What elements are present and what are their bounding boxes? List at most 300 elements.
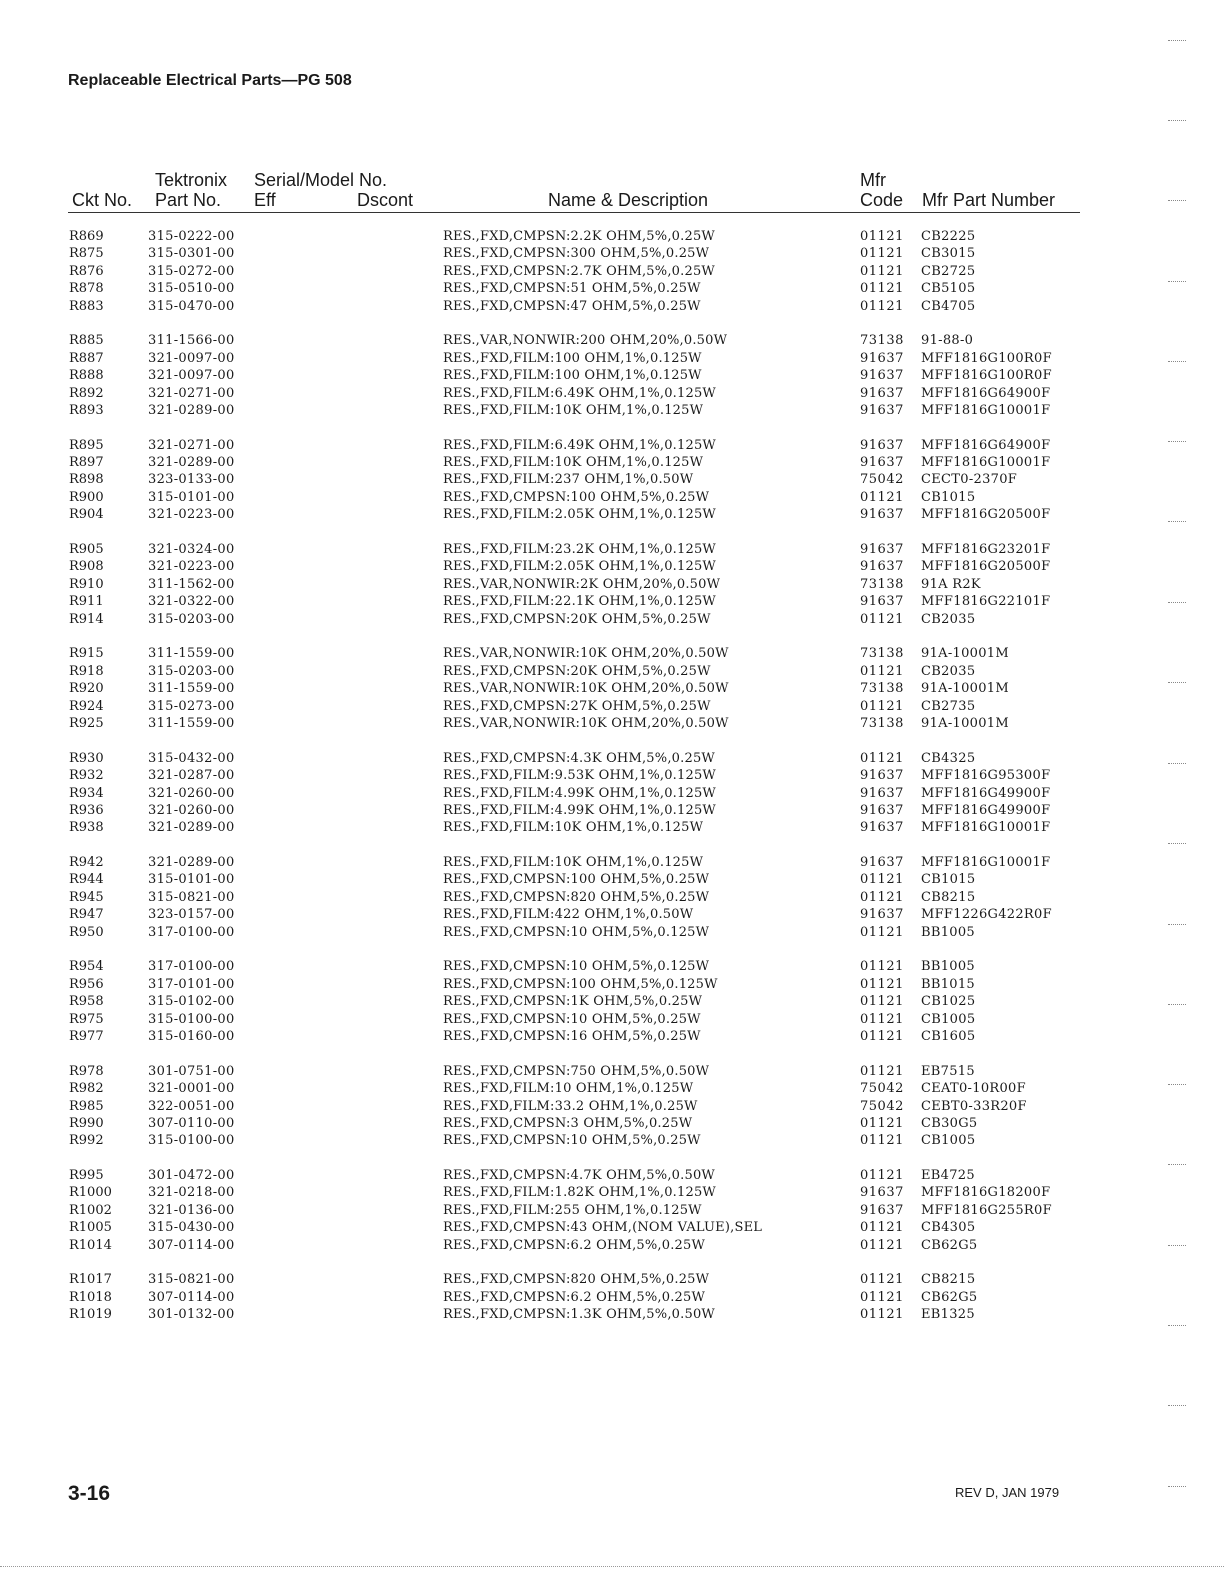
tektronix-part-number: 307-0114-00	[148, 1237, 235, 1253]
mfr-code: 73138	[860, 646, 904, 662]
ckt-number: R898	[69, 472, 104, 488]
mfr-code: 01121	[860, 281, 904, 297]
row-group	[0, 645, 1224, 732]
mfr-code: 01121	[860, 1220, 904, 1236]
mfr-part-number: CB1015	[921, 872, 976, 888]
mfr-code: 01121	[860, 1115, 904, 1131]
part-description: RES.,FXD,FILM:6.49K OHM,1%,0.125W	[443, 437, 716, 453]
ckt-number: R883	[69, 298, 104, 314]
tektronix-part-number: 323-0157-00	[148, 907, 235, 923]
tektronix-part-number: 315-0203-00	[148, 663, 235, 679]
ckt-number: R924	[69, 698, 104, 714]
table-row	[0, 1098, 1224, 1115]
part-description: RES.,VAR,NONWIR:10K OHM,20%,0.50W	[443, 646, 729, 662]
mfr-code: 91637	[860, 402, 904, 418]
margin-mark	[1168, 1245, 1186, 1246]
ckt-number: R895	[69, 437, 104, 453]
tektronix-part-number: 315-0510-00	[148, 281, 235, 297]
mfr-part-number: CB5105	[921, 281, 976, 297]
mfr-part-number: CB1605	[921, 1028, 976, 1044]
mfr-code: 01121	[860, 1168, 904, 1184]
table-row	[0, 332, 1224, 349]
part-description: RES.,FXD,FILM:4.99K OHM,1%,0.125W	[443, 802, 716, 818]
mfr-part-number: 91A R2K	[921, 576, 981, 592]
margin-mark	[1168, 521, 1186, 522]
mfr-code: 01121	[860, 263, 904, 279]
mfr-part-number: CEAT0-10R00F	[921, 1081, 1026, 1097]
margin-mark	[1168, 281, 1186, 282]
part-description: RES.,FXD,FILM:10K OHM,1%,0.125W	[443, 820, 704, 836]
part-description: RES.,FXD,FILM:2.05K OHM,1%,0.125W	[443, 507, 716, 523]
tektronix-part-number: 301-0132-00	[148, 1307, 235, 1323]
table-row	[0, 1289, 1224, 1306]
tektronix-part-number: 315-0301-00	[148, 246, 235, 262]
ckt-number: R942	[69, 855, 104, 871]
row-group	[0, 854, 1224, 941]
mfr-code: 01121	[860, 976, 904, 992]
part-description: RES.,FXD,CMPSN:6.2 OHM,5%,0.25W	[443, 1289, 706, 1305]
part-description: RES.,FXD,FILM:10K OHM,1%,0.125W	[443, 402, 704, 418]
row-group	[0, 541, 1224, 628]
ckt-number: R911	[69, 594, 104, 610]
ckt-number: R1002	[69, 1202, 112, 1218]
table-row	[0, 1184, 1224, 1201]
row-group	[0, 750, 1224, 837]
row-group	[0, 228, 1224, 315]
ckt-number: R905	[69, 542, 104, 558]
part-description: RES.,FXD,CMPSN:820 OHM,5%,0.25W	[443, 1272, 710, 1288]
mfr-code: 01121	[860, 889, 904, 905]
part-description: RES.,FXD,CMPSN:4.7K OHM,5%,0.50W	[443, 1168, 715, 1184]
tektronix-part-number: 321-0271-00	[148, 385, 235, 401]
part-description: RES.,FXD,FILM:2.05K OHM,1%,0.125W	[443, 559, 716, 575]
mfr-code: 01121	[860, 663, 904, 679]
page-title: Replaceable Electrical Parts—PG 508	[68, 72, 352, 89]
mfr-code: 01121	[860, 994, 904, 1010]
tektronix-part-number: 321-0289-00	[148, 455, 235, 471]
tektronix-part-number: 315-0203-00	[148, 611, 235, 627]
tektronix-part-number: 321-0289-00	[148, 855, 235, 871]
table-row	[0, 437, 1224, 454]
table-row	[0, 958, 1224, 975]
tektronix-part-number: 321-0260-00	[148, 802, 235, 818]
ckt-number: R888	[69, 368, 104, 384]
ckt-number: R915	[69, 646, 104, 662]
tektronix-part-number: 311-1559-00	[148, 715, 235, 731]
tektronix-part-number: 321-0289-00	[148, 402, 235, 418]
tektronix-part-number: 315-0101-00	[148, 489, 235, 505]
mfr-part-number: CB8215	[921, 889, 976, 905]
ckt-number: R936	[69, 802, 104, 818]
tektronix-part-number: 315-0432-00	[148, 750, 235, 766]
table-row	[0, 976, 1224, 993]
table-row	[0, 767, 1224, 784]
mfr-part-number: MFF1816G64900F	[921, 385, 1051, 401]
ckt-number: R887	[69, 350, 104, 366]
table-row	[0, 367, 1224, 384]
part-description: RES.,FXD,CMPSN:300 OHM,5%,0.25W	[443, 246, 710, 262]
table-row	[0, 854, 1224, 871]
mfr-code: 91637	[860, 542, 904, 558]
mfr-part-number: CECT0-2370F	[921, 472, 1018, 488]
tektronix-part-number: 315-0273-00	[148, 698, 235, 714]
part-description: RES.,FXD,FILM:23.2K OHM,1%,0.125W	[443, 542, 716, 558]
tektronix-part-number: 307-0114-00	[148, 1289, 235, 1305]
table-row	[0, 558, 1224, 575]
mfr-code: 01121	[860, 872, 904, 888]
table-row	[0, 906, 1224, 923]
part-description: RES.,VAR,NONWIR:10K OHM,20%,0.50W	[443, 715, 729, 731]
mfr-part-number: CB4325	[921, 750, 976, 766]
mfr-code: 91637	[860, 350, 904, 366]
mfr-part-number: CB2735	[921, 698, 976, 714]
col-mfr-label: Mfr	[860, 170, 886, 190]
ckt-number: R947	[69, 907, 104, 923]
ckt-number: R897	[69, 455, 104, 471]
part-description: RES.,VAR,NONWIR:200 OHM,20%,0.50W	[443, 333, 728, 349]
table-row	[0, 576, 1224, 593]
tektronix-part-number: 321-0097-00	[148, 350, 235, 366]
mfr-code: 91637	[860, 559, 904, 575]
part-description: RES.,FXD,FILM:22.1K OHM,1%,0.125W	[443, 594, 716, 610]
col-code: Code	[860, 190, 904, 210]
table-row	[0, 454, 1224, 471]
part-description: RES.,FXD,CMPSN:6.2 OHM,5%,0.25W	[443, 1237, 706, 1253]
ckt-number: R985	[69, 1098, 104, 1114]
ckt-number: R990	[69, 1115, 104, 1131]
mfr-part-number: MFF1816G22101F	[921, 594, 1051, 610]
tektronix-part-number: 315-0102-00	[148, 994, 235, 1010]
mfr-code: 91637	[860, 768, 904, 784]
table-row	[0, 889, 1224, 906]
margin-mark	[1168, 682, 1186, 683]
mfr-code: 01121	[860, 1011, 904, 1027]
mfr-part-number: CB62G5	[921, 1237, 978, 1253]
mfr-part-number: 91A-10001M	[921, 646, 1009, 662]
margin-mark	[1168, 763, 1186, 764]
mfr-code: 91637	[860, 907, 904, 923]
mfr-code: 01121	[860, 611, 904, 627]
row-group	[0, 332, 1224, 419]
tektronix-part-number: 321-0218-00	[148, 1185, 235, 1201]
tektronix-part-number: 317-0101-00	[148, 976, 235, 992]
ckt-number: R956	[69, 976, 104, 992]
mfr-part-number: MFF1816G49900F	[921, 785, 1051, 801]
col-ckt-no: Ckt No.	[72, 190, 133, 210]
mfr-code: 01121	[860, 229, 904, 244]
mfr-code: 01121	[860, 1272, 904, 1288]
ckt-number: R995	[69, 1168, 104, 1184]
mfr-part-number: CB62G5	[921, 1289, 978, 1305]
part-description: RES.,FXD,FILM:4.99K OHM,1%,0.125W	[443, 785, 716, 801]
col-dscont: Dscont	[357, 190, 414, 210]
ckt-number: R925	[69, 715, 104, 731]
table-row	[0, 680, 1224, 697]
part-description: RES.,FXD,CMPSN:47 OHM,5%,0.25W	[443, 298, 701, 314]
mfr-code: 01121	[860, 1028, 904, 1044]
mfr-code: 91637	[860, 855, 904, 871]
mfr-part-number: CB4705	[921, 298, 976, 314]
mfr-part-number: EB1325	[921, 1307, 975, 1323]
mfr-part-number: CB2035	[921, 611, 976, 627]
parts-table	[0, 228, 1224, 1341]
ckt-number: R975	[69, 1011, 104, 1027]
table-row	[0, 263, 1224, 280]
mfr-part-number: MFF1816G49900F	[921, 802, 1051, 818]
ckt-number: R938	[69, 820, 104, 836]
ckt-number: R875	[69, 246, 104, 262]
part-description: RES.,FXD,CMPSN:20K OHM,5%,0.25W	[443, 611, 711, 627]
margin-mark	[1168, 1084, 1186, 1085]
table-row	[0, 1219, 1224, 1236]
table-row	[0, 1028, 1224, 1045]
row-group	[0, 1063, 1224, 1150]
mfr-code: 01121	[860, 1133, 904, 1149]
ckt-number: R1019	[69, 1307, 112, 1323]
ckt-number: R904	[69, 507, 104, 523]
tektronix-part-number: 321-0223-00	[148, 507, 235, 523]
part-description: RES.,FXD,CMPSN:43 OHM,(NOM VALUE),SEL	[443, 1220, 763, 1236]
part-description: RES.,FXD,FILM:10 OHM,1%,0.125W	[443, 1081, 694, 1097]
header-rule	[68, 212, 1080, 213]
tektronix-part-number: 315-0222-00	[148, 229, 235, 244]
ckt-number: R954	[69, 959, 104, 975]
table-row	[0, 993, 1224, 1010]
mfr-part-number: CB30G5	[921, 1115, 978, 1131]
margin-mark	[1168, 361, 1186, 362]
part-description: RES.,FXD,FILM:1.82K OHM,1%,0.125W	[443, 1185, 716, 1201]
margin-mark	[1168, 1164, 1186, 1165]
tektronix-part-number: 322-0051-00	[148, 1098, 235, 1114]
mfr-code: 01121	[860, 1063, 904, 1079]
mfr-code: 01121	[860, 1289, 904, 1305]
mfr-part-number: EB7515	[921, 1063, 975, 1079]
part-description: RES.,FXD,CMPSN:51 OHM,5%,0.25W	[443, 281, 701, 297]
tektronix-part-number: 301-0751-00	[148, 1063, 235, 1079]
mfr-part-number: MFF1816G100R0F	[921, 350, 1052, 366]
ckt-number: R892	[69, 385, 104, 401]
tektronix-part-number: 321-0097-00	[148, 368, 235, 384]
tektronix-part-number: 321-0322-00	[148, 594, 235, 610]
part-description: RES.,FXD,FILM:33.2 OHM,1%,0.25W	[443, 1098, 698, 1114]
mfr-code: 01121	[860, 1307, 904, 1323]
mfr-part-number: MFF1226G422R0F	[921, 907, 1052, 923]
ckt-number: R885	[69, 333, 104, 349]
tektronix-part-number: 321-0271-00	[148, 437, 235, 453]
table-row	[0, 245, 1224, 262]
mfr-part-number: MFF1816G10001F	[921, 455, 1051, 471]
part-description: RES.,FXD,FILM:237 OHM,1%,0.50W	[443, 472, 694, 488]
mfr-part-number: MFF1816G255R0F	[921, 1202, 1052, 1218]
tektronix-part-number: 315-0100-00	[148, 1011, 235, 1027]
ckt-number: R950	[69, 924, 104, 940]
mfr-code: 91637	[860, 1202, 904, 1218]
table-row	[0, 645, 1224, 662]
tektronix-part-number: 315-0821-00	[148, 889, 235, 905]
tektronix-part-number: 321-0001-00	[148, 1081, 235, 1097]
mfr-part-number: MFF1816G100R0F	[921, 368, 1052, 384]
mfr-part-number: MFF1816G18200F	[921, 1185, 1051, 1201]
mfr-part-number: BB1005	[921, 924, 975, 940]
mfr-code: 91637	[860, 594, 904, 610]
margin-mark	[1168, 1486, 1186, 1487]
tektronix-part-number: 311-1566-00	[148, 333, 235, 349]
table-row	[0, 1132, 1224, 1149]
ckt-number: R930	[69, 750, 104, 766]
margin-mark	[1168, 602, 1186, 603]
mfr-part-number: CB1005	[921, 1011, 976, 1027]
mfr-part-number: CB2035	[921, 663, 976, 679]
tektronix-part-number: 315-0100-00	[148, 1133, 235, 1149]
col-name-description: Name & Description	[548, 190, 709, 210]
mfr-code: 91637	[860, 455, 904, 471]
table-row	[0, 228, 1224, 245]
ckt-number: R878	[69, 281, 104, 297]
mfr-part-number: MFF1816G10001F	[921, 820, 1051, 836]
ckt-number: R893	[69, 402, 104, 418]
mfr-code: 73138	[860, 715, 904, 731]
tektronix-part-number: 301-0472-00	[148, 1168, 235, 1184]
ckt-number: R1018	[69, 1289, 112, 1305]
part-description: RES.,FXD,CMPSN:2.2K OHM,5%,0.25W	[443, 229, 715, 244]
tektronix-part-number: 315-0160-00	[148, 1028, 235, 1044]
row-group	[0, 437, 1224, 524]
tektronix-part-number: 323-0133-00	[148, 472, 235, 488]
mfr-part-number: CB2725	[921, 263, 976, 279]
part-description: RES.,FXD,CMPSN:1.3K OHM,5%,0.50W	[443, 1307, 715, 1323]
margin-mark	[1168, 1325, 1186, 1326]
tektronix-part-number: 315-0430-00	[148, 1220, 235, 1236]
mfr-part-number: CB1005	[921, 1133, 976, 1149]
ckt-number: R978	[69, 1063, 104, 1079]
part-description: RES.,FXD,CMPSN:1K OHM,5%,0.25W	[443, 994, 703, 1010]
revision-date: REV D, JAN 1979	[955, 1485, 1060, 1500]
part-description: RES.,FXD,FILM:6.49K OHM,1%,0.125W	[443, 385, 716, 401]
part-description: RES.,FXD,CMPSN:27K OHM,5%,0.25W	[443, 698, 711, 714]
ckt-number: R977	[69, 1028, 104, 1044]
margin-mark	[1168, 924, 1186, 925]
part-description: RES.,FXD,CMPSN:750 OHM,5%,0.50W	[443, 1063, 710, 1079]
table-row	[0, 750, 1224, 767]
table-row	[0, 350, 1224, 367]
page-number: 3-16	[68, 1482, 111, 1505]
row-group	[0, 958, 1224, 1045]
part-description: RES.,FXD,FILM:255 OHM,1%,0.125W	[443, 1202, 702, 1218]
table-row	[0, 663, 1224, 680]
mfr-part-number: CEBT0-33R20F	[921, 1098, 1027, 1114]
table-row	[0, 785, 1224, 802]
mfr-part-number: 91A-10001M	[921, 681, 1009, 697]
mfr-code: 73138	[860, 576, 904, 592]
ckt-number: R876	[69, 263, 104, 279]
mfr-code: 01121	[860, 1237, 904, 1253]
mfr-code: 91637	[860, 507, 904, 523]
mfr-code: 91637	[860, 820, 904, 836]
part-description: RES.,FXD,CMPSN:20K OHM,5%,0.25W	[443, 663, 711, 679]
mfr-part-number: CB1025	[921, 994, 976, 1010]
margin-mark	[1168, 40, 1186, 41]
mfr-code: 01121	[860, 750, 904, 766]
tektronix-part-number: 307-0110-00	[148, 1115, 235, 1131]
table-row	[0, 1237, 1224, 1254]
mfr-part-number: MFF1816G20500F	[921, 507, 1051, 523]
table-row	[0, 871, 1224, 888]
table-row	[0, 1202, 1224, 1219]
part-description: RES.,FXD,FILM:100 OHM,1%,0.125W	[443, 368, 702, 384]
part-description: RES.,FXD,CMPSN:820 OHM,5%,0.25W	[443, 889, 710, 905]
margin-mark	[1168, 120, 1186, 121]
table-row	[0, 1011, 1224, 1028]
margin-mark	[1168, 843, 1186, 844]
margin-mark	[1168, 1405, 1186, 1406]
tektronix-part-number: 315-0470-00	[148, 298, 235, 314]
table-row	[0, 541, 1224, 558]
ckt-number: R910	[69, 576, 104, 592]
mfr-part-number: BB1015	[921, 976, 975, 992]
part-description: RES.,FXD,CMPSN:100 OHM,5%,0.25W	[443, 489, 710, 505]
mfr-code: 01121	[860, 924, 904, 940]
tektronix-part-number: 317-0100-00	[148, 924, 235, 940]
bottom-edge-rule	[0, 1566, 1224, 1567]
table-row	[0, 1271, 1224, 1288]
col-eff: Eff	[254, 190, 276, 210]
tektronix-part-number: 315-0272-00	[148, 263, 235, 279]
table-row	[0, 1115, 1224, 1132]
col-tektronix-label: Tektronix	[155, 170, 228, 190]
ckt-number: R982	[69, 1081, 104, 1097]
mfr-part-number: 91-88-0	[921, 333, 974, 349]
ckt-number: R944	[69, 872, 104, 888]
table-row	[0, 1167, 1224, 1184]
table-row	[0, 819, 1224, 836]
ckt-number: R869	[69, 229, 104, 244]
part-description: RES.,FXD,CMPSN:100 OHM,5%,0.25W	[443, 872, 710, 888]
ckt-number: R914	[69, 611, 104, 627]
mfr-code: 01121	[860, 298, 904, 314]
part-description: RES.,FXD,FILM:10K OHM,1%,0.125W	[443, 855, 704, 871]
tektronix-part-number: 311-1562-00	[148, 576, 235, 592]
ckt-number: R958	[69, 994, 104, 1010]
mfr-part-number: MFF1816G10001F	[921, 402, 1051, 418]
table-row	[0, 924, 1224, 941]
mfr-part-number: MFF1816G10001F	[921, 855, 1051, 871]
ckt-number: R920	[69, 681, 104, 697]
mfr-code: 75042	[860, 1098, 904, 1114]
row-group	[0, 1167, 1224, 1254]
part-description: RES.,FXD,CMPSN:3 OHM,5%,0.25W	[443, 1115, 693, 1131]
part-description: RES.,FXD,CMPSN:100 OHM,5%,0.125W	[443, 976, 718, 992]
mfr-code: 75042	[860, 472, 904, 488]
tektronix-part-number: 321-0260-00	[148, 785, 235, 801]
mfr-part-number: 91A-10001M	[921, 715, 1009, 731]
ckt-number: R1017	[69, 1272, 112, 1288]
mfr-code: 91637	[860, 785, 904, 801]
tektronix-part-number: 311-1559-00	[148, 646, 235, 662]
mfr-code: 91637	[860, 368, 904, 384]
part-description: RES.,VAR,NONWIR:2K OHM,20%,0.50W	[443, 576, 721, 592]
tektronix-part-number: 321-0324-00	[148, 542, 235, 558]
table-row	[0, 1306, 1224, 1323]
part-description: RES.,FXD,CMPSN:10 OHM,5%,0.125W	[443, 959, 710, 975]
tektronix-part-number: 321-0136-00	[148, 1202, 235, 1218]
table-row	[0, 611, 1224, 628]
part-description: RES.,VAR,NONWIR:10K OHM,20%,0.50W	[443, 681, 729, 697]
ckt-number: R1000	[69, 1185, 112, 1201]
mfr-code: 91637	[860, 802, 904, 818]
mfr-part-number: CB8215	[921, 1272, 976, 1288]
mfr-code: 73138	[860, 333, 904, 349]
part-description: RES.,FXD,FILM:422 OHM,1%,0.50W	[443, 907, 694, 923]
